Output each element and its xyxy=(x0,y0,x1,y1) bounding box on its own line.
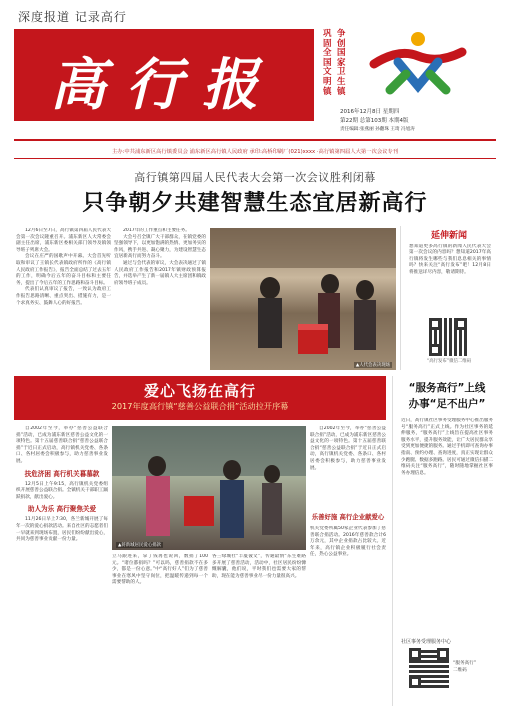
issue-line: 第22期 总第103期 本期4版 xyxy=(340,118,409,124)
feature-title: 爱心飞扬在高行 xyxy=(143,382,256,400)
extended-news-box xyxy=(400,226,496,370)
feature-column-2: 立马跟进来，拿了钱再也说回，数捐了100元。“诸位都捐吗？”可以吗，慈善捐款不在多少，都是一份心意。”中“高行好人”们为了慈善事业在寒风中坚守岗位，把温暖传递到每一个需要帮助的人。 xyxy=(112,554,208,586)
vertical-slogan-2: 争创国家卫生镇 xyxy=(337,29,346,97)
feature-banner xyxy=(14,376,386,420)
masthead-slogan: 深度报道 记录高行 xyxy=(18,10,127,24)
lead-kicker: 高行镇第四届人民代表大会第一次会议胜利闭幕 xyxy=(134,171,376,184)
feature-section2-head: 助人为乐 高行聚焦关爱 xyxy=(27,505,97,514)
feature-column-4-text: 机关党委所属50家企业代表参加了慈善联合捐活动。2016年慈善款合计6万余元，其中企业捐款占比较大。近年来，高行镇企业积极履行社会责任，热心公益事业。 xyxy=(310,526,386,558)
extended-news-title: 延伸新闻 xyxy=(430,231,467,241)
extended-news-text: 想知道更多高行镇的新闻人民代表大会第一次会议的内容吗？想知道2017年高行镇将发生哪些与我们息息相关的事情吗？快来关注“高行发布”吧！12月8日将推送详尽内容，敬请期待。 xyxy=(409,244,491,275)
right-column xyxy=(392,376,496,706)
town-logo xyxy=(354,26,484,106)
lead-photo-caption: ▲人代会表决现场 xyxy=(355,363,390,368)
right-column-text: 近日，高行镇社区事务受理服务中心推出服务号“服务高行”正式上线。作为社区事务的延伸服务，“服务高行”上线旨在提高社区事务服务水平，提升服务效能，让广大居民群众享受到更加便捷的服务。通过手机即可查询办事指南、预约办理、查询进度，真正实现让群众少跑腿、数据多跑路。居民可通过微信扫描二维码关注“服务高行”，随时随地掌握社区事务办理信息。 xyxy=(401,418,493,476)
right-title-line1: “服务高行”上线 xyxy=(408,382,486,394)
lead-column-1: 12月6日至7日，高行镇第四届人民代表大会第一次会议隆重召开。浦东新区人大常委会副主任出席，浦东新区委相关部门领导及镇领导班子列席大会。 会议在庄严的国歌声中开幕。大会首先听取和审议了王镇长代表镇政府所作的《高行镇人民政府工作报告》，报告全面总结了过去五年的工作，明确今后五年的奋斗目标和主要任务，提出了今后五年的工作思路和奋斗目标。 代表们认真审议了报告，一致认为政府工作报告思路清晰、重点突出、措施有力，是一个求真务实、鼓舞人心的好报告。 xyxy=(16,228,111,306)
lead-column-2: 2017年的工作重点和主要任务。 大会号召全镇广大干部群众，在镇党委的坚强领导下，以更加饱满的热情、更加务实的作风，携手共进、凝心聚力，为建设智慧生态宜居新高行而努力奋斗。 通过与会代表的审议，大会表决通过了镇人民政府工作报告和2017年镇财政预算报告，并选举产生了新一届镇人大主席团和镇政府领导班子成员。 xyxy=(114,228,206,286)
masthead-title: 高行报 xyxy=(50,52,278,118)
right-qr-head: 社区事务受理服务中心 xyxy=(401,639,452,645)
feature-photo xyxy=(112,426,306,550)
sponsors-line: 主办:中共浦东新区高行镇委员会 浦东新区高行镇人民政府 承印:高桥印刷厂(021)xxxx ·高行镇第四届人大第一次会议专刊 xyxy=(111,149,399,155)
masthead-banner xyxy=(14,29,314,121)
vertical-slogan-1: 巩固全国文明镇 xyxy=(323,29,332,97)
feature-column-3: 各三绿城社“丰厦彼文”，传通最情“东生难路多开展了慈善活动，活动中，社区居民纷纷慷慨解囊，他们说，平时我们也需要大家的帮助，现在能为慈善事业尽一份力量很高兴。 xyxy=(212,554,306,579)
feature-column-1: 自2002年至今，举办“慈善公益联合捐”活动，已成为浦东新区慈善公益文化的一项特色。第十五届慈善联合捐“慈善公益联合捐”于近日正式启动，高行镇机关党委、各条口、各村居委会积极参与，助力慈善事业发展。 扶危济困 高行机关暮慕款 12月5日上午9:15，高行镇机关党委组织开展慈善公益联合捐。全镇机关干部职工踊跃捐款，献出爱心。 助人为乐 高行聚焦关爱 11月26日早上7:30，各兰新城开展了每年一次的爱心捐款活动。来自社区的志愿者们一早就来到现场布置，居民们纷纷献出爱心，共同为慈善事业贡献一份力量。 xyxy=(16,426,108,543)
masthead-rule xyxy=(14,139,496,141)
feature-section1-head: 扶危济困 高行机关暮慕款 xyxy=(24,469,100,478)
lead-photo xyxy=(210,228,396,370)
feature-column-4 xyxy=(310,426,386,704)
extended-news-qr xyxy=(429,318,467,356)
feature-column-4-lead: 自2002年至今，举办“慈善公益联合捐”活动，已成为浦东新区慈善公益文化的一项特色。第十五届慈善联合捐“慈善公益联合捐”于近日正式启动，高行镇机关党委、各条口、各村居委会积极参与，助力慈善事业发展。 xyxy=(310,426,386,471)
right-title-line2: 办事“足不出户” xyxy=(408,398,486,410)
extended-news-qr-caption: “高行发布”微信二维码 xyxy=(426,359,472,364)
right-qr-code xyxy=(409,648,449,688)
date-line: 2016年12月8日 星期四 xyxy=(340,109,400,115)
editors-line: 责任编辑:张燕丽 孙翻珠 王琦 冯旭涛 xyxy=(340,127,415,132)
feature-photo-caption: ▲蒋新城居民爱心捐款 xyxy=(118,543,161,548)
feature-section3-head: 乐善好施 高行企业献爱心 xyxy=(311,513,385,521)
feature-subtitle: 2017年度高行镇“慈善公益联合捐”活动拉开序幕 xyxy=(111,401,289,411)
right-qr-caption: “服务高行” 二维码 xyxy=(453,661,477,673)
lead-headline: 只争朝夕共建智慧生态宜居新高行 xyxy=(82,190,428,216)
sponsors-rule xyxy=(14,158,496,159)
